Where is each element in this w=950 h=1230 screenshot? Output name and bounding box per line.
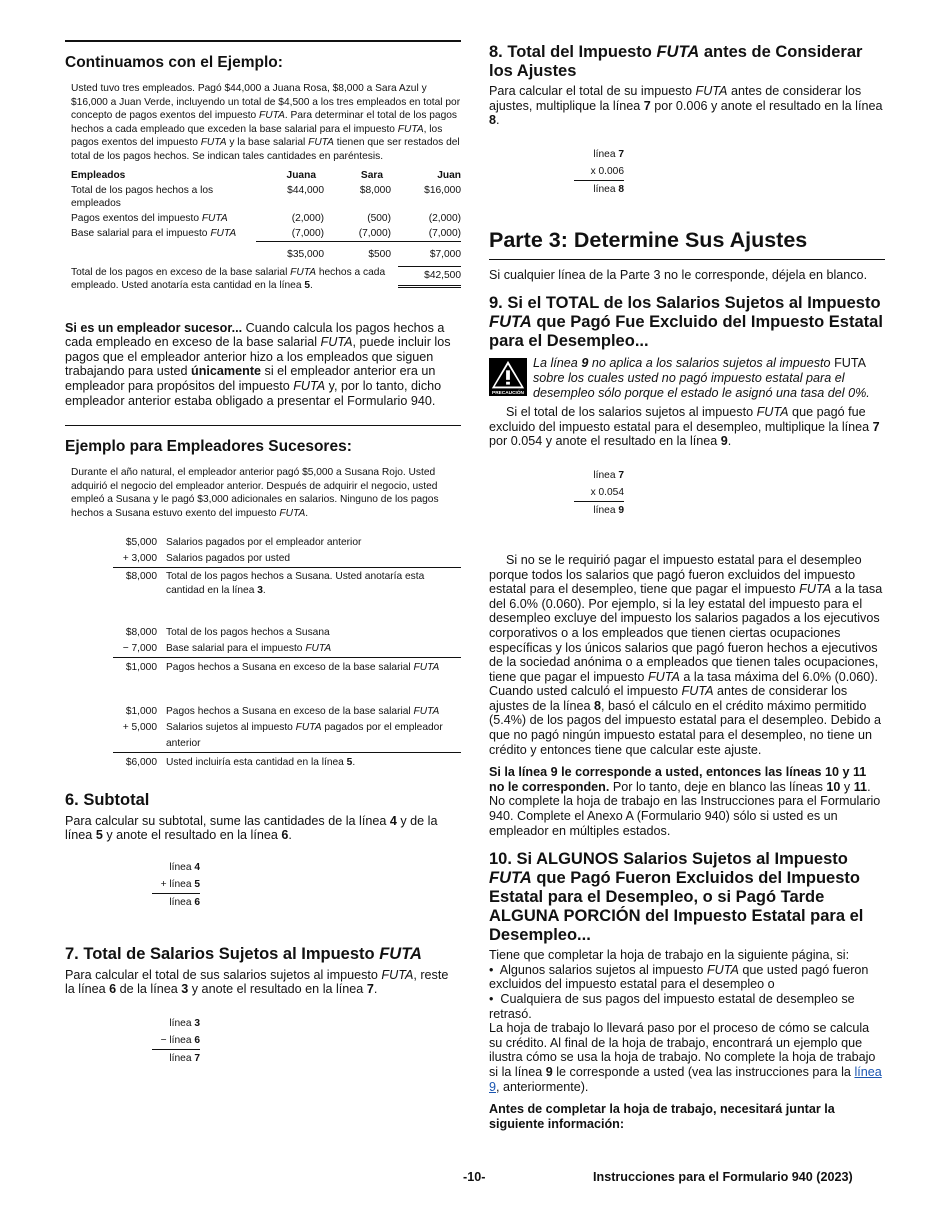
table-header: Juana (286, 169, 316, 181)
table-header: Empleados (71, 169, 126, 181)
calc-total-row: $8,000 Total de los pagos hechos a Susana. Usted anotaría esta cantidad en la línea 3. (113, 567, 461, 598)
table-row (71, 183, 461, 211)
sucesor-paragraph: Si es un empleador sucesor... Cuando calcula los pagos hechos a cada empleado en exceso de la base salarial FUTA, puede incluir los pagos que el empleador anterior hizo a los empleados que siguen trabajando para usted únicamente si el empleador anterior era un empleador para propósitos del impuesto FUTA y, por lo tanto, dicho empleador anterior estaba obligado a presentar el Formulario 940. (65, 320, 451, 408)
footer-title: Instrucciones para el Formulario 940 (2023) (593, 1170, 853, 1184)
table-header: Juan (437, 169, 461, 181)
example-box (65, 82, 461, 293)
section-9-heading: 9. Si el TOTAL de los Salarios Sujetos al Impuesto FUTA que Pagó Fue Excluido del Impuesto Estatal para el Desempleo... (489, 294, 883, 351)
section-6-text: Para calcular su subtotal, sume las cantidades de la línea 4 y de la línea 5 y anote el resultado en la línea 6. (65, 813, 438, 843)
table-header: Sara (360, 169, 383, 181)
example-heading: Continuamos con el Ejemplo: (65, 54, 283, 71)
table-row (71, 226, 461, 242)
line-label: línea 9 (574, 501, 624, 519)
table-cell: (7,000) (428, 227, 461, 239)
section-9-lines (574, 467, 624, 519)
section-10-paragraph: La hoja de trabajo lo llevará paso por el proceso de cómo se calcula su crédito. Al final de la hoja de trabajo, encontrará un ejemplo que ilustra cómo se usa la hoja de trabajo. No complete la hoja de trabajo si la línea 9 le corresponde a usted (vea las instrucciones para la línea 9, anteriormente). (489, 1021, 882, 1094)
caution-text: La línea 9 no aplica a los salarios sujetos al impuesto FUTA sobre los cuales usted no pagó impuesto estatal para el desempleo sólo porque el estado le asignó una tasa del 0%. (533, 356, 870, 400)
row-label: Pagos exentos del impuesto FUTA (71, 212, 228, 224)
section-9-paragraph-3: Si la línea 9 le corresponde a usted, entonces las líneas 10 y 11 no le corresponden. Por lo tanto, deje en blanco las líneas 10 y 11. No complete la hoja de trabajo en las Instrucciones para el Formulario 940. Complete el Anexo A (Formulario 940) sólo si usted es un empleador en múltiples estados. (489, 765, 881, 838)
calc-row: + 3,000 Salarios pagados por usted (122, 552, 291, 564)
calc-group-1 (71, 535, 461, 598)
line-label: x 0.006 (590, 165, 624, 177)
line-9-link[interactable]: línea 9 (489, 1064, 882, 1094)
table-cell: (2,000) (428, 212, 461, 224)
section-7-heading: 7. Total de Salarios Sujetos al Impuesto FUTA (65, 944, 422, 963)
calc-row: $8,000 Total de los pagos hechos a Susana (125, 626, 330, 638)
section-10-heading: 10. Si ALGUNOS Salarios Sujetos al Impuesto FUTA que Pagó Fueron Excluidos del Impuesto Estatal para el Desempleo, o si Pagó Tarde ALGUNA PORCIÓN del Impuesto Estatal para el Desempleo... (489, 850, 864, 945)
total-label: Total de los pagos en exceso de la base salarial FUTA hechos a cada empleado. Usted anotaría esta cantidad en la línea 5. (71, 266, 386, 291)
line-label: línea 8 (574, 180, 624, 198)
section-divider (65, 425, 461, 426)
part-3-heading: Parte 3: Determine Sus Ajustes (489, 228, 885, 260)
section-7-lines (152, 1015, 200, 1067)
calc-row: $5,000 Salarios pagados por el empleador anterior (125, 536, 362, 548)
line-label: línea 3 (169, 1017, 200, 1029)
example-intro: Usted tuvo tres empleados. Pagó $44,000 a Juana Rosa, $8,000 a Sara Azul y $16,000 a Juan Verde, incluyendo un total de $4,500 a los tres empleados en total por concepto de pagos exentos del impuesto FUTA. Para determinar el total de los pagos hechos a cada empleado que exceden la base salarial para el impuesto FUTA, los pagos exentos del impuesto FUTA y la base salarial FUTA tienen que ser restados del total de los pagos hechos. Se indican tales cantidades en paréntesis. (71, 83, 461, 162)
row-label: Base salarial para el impuesto FUTA (71, 227, 237, 239)
section-8-text: Para calcular el total de su impuesto FUTA antes de considerar los ajustes, multiplique la línea 7 por 0.006 y anote el resultado en la línea 8. (489, 84, 883, 128)
table-cell: $500 (324, 241, 391, 262)
warning-triangle-icon (489, 358, 527, 396)
row-label: Total de los pagos hechos a los empleados (71, 184, 214, 209)
example-intro: Durante el año natural, el empleador anterior pagó $5,000 a Susana Rojo. Usted adquirió el negocio del empleador anterior. Después de adquirir el negocio, usted empleó a Susana y le pagó $3,000 adicionales en salarios. Ninguno de los pagos hechos a Susana estuvo exento del impuesto FUTA. (71, 467, 439, 519)
left-column (65, 40, 461, 1067)
calc-total-row: $6,000 Usted incluiría esta cantidad en la línea 5. (113, 752, 461, 771)
line-label: línea 7 (593, 469, 624, 481)
bullet-item: • Cualquiera de sus pagos del impuesto estatal de desempleo se retrasó. (489, 992, 855, 1021)
table-row (71, 211, 461, 226)
bullet-item: • Algunos salarios sujetos al impuesto FUTA que usted pagó fueron excluidos del impuesto estatal para el desempleo o (489, 962, 869, 992)
line-label: línea 7 (593, 148, 624, 160)
section-10-final: Antes de completar la hoja de trabajo, necesitará juntar la siguiente información: (489, 1102, 835, 1131)
line-label: + línea 5 (160, 878, 200, 890)
table-cell: $8,000 (359, 184, 391, 196)
line-label: línea 6 (152, 893, 200, 911)
section-8-lines (574, 146, 624, 198)
line-label: línea 4 (169, 861, 200, 873)
table-header-row (71, 168, 461, 183)
section-7-text: Para calcular el total de sus salarios sujetos al impuesto FUTA, reste la línea 6 de la línea 3 y anote el resultado en la línea 7. (65, 967, 449, 997)
part-3-text: Si cualquier línea de la Parte 3 no le corresponde, déjela en blanco. (489, 267, 868, 282)
table-total-row (71, 262, 461, 293)
table-cell: (7,000) (291, 227, 324, 239)
right-column (489, 43, 885, 1131)
section-8-heading: 8. Total del Impuesto FUTA antes de Considerar los Ajustes (489, 43, 863, 80)
total-value: $42,500 (391, 262, 461, 293)
calc-row: $1,000 Pagos hechos a Susana en exceso de la base salarial FUTA (125, 705, 440, 717)
line-label: línea 7 (152, 1049, 200, 1067)
section-9-paragraph-1: Si el total de los salarios sujetos al impuesto FUTA que pagó fue excluido del impuesto estatal para el desempleo, multiplique la línea 7 por 0.054 y anote el resultado en la línea 9. (489, 405, 880, 449)
table-cell: $7,000 (391, 241, 461, 262)
calc-row: − 7,000 Base salarial para el impuesto FUTA (122, 642, 332, 654)
section-6-heading: 6. Subtotal (65, 790, 150, 809)
wages-table (71, 168, 461, 293)
table-row (71, 241, 461, 262)
example-heading: Ejemplo para Empleadores Sucesores: (65, 438, 352, 456)
section-divider (65, 40, 461, 42)
calc-group-2 (71, 625, 461, 676)
caution-label: PRECAUCIÓN (492, 391, 524, 397)
table-cell: $44,000 (287, 184, 324, 196)
calc-group-3 (71, 704, 461, 771)
table-cell: $35,000 (256, 241, 324, 262)
section-9-paragraph-2: Si no se le requirió pagar el impuesto estatal para el desempleo porque todos los salarios que pagó fueron excluidos del impuesto estatal para el desempleo, tiene que pagar el impuesto FUTA a la tasa del 6.0% (0.060). Por ejemplo, si la ley estatal del impuesto para el desempleo excluye del impuesto los salarios pagados a los ejecutivos corporativos o a los empleados que tienen ciertas ocupaciones específicas y los únicos salarios que pagó fueron hechos a ejecutivos de la sociedad anónima o a empleados que tienen tales ocupaciones, tiene que pagar el impuesto FUTA a la tasa máxima del 6.0% (0.060). Cuando usted calculó el impuesto FUTA antes de considerar los ajustes de la línea 8, basó el cálculo en el crédito máximo permitido (5.4%) de los pagos del impuesto estatal para el desempleo. Debido a que no pagó ningún impuesto estatal para el desempleo, no tiene un crédito y entonces tiene que calcular este ajuste. (489, 552, 883, 757)
table-cell: $16,000 (424, 184, 461, 196)
successor-example-box (65, 466, 461, 770)
line-label: x 0.054 (590, 486, 624, 498)
calc-total-row: $1,000 Pagos hechos a Susana en exceso de la base salarial FUTA (113, 657, 461, 676)
calc-row: + 5,000 Salarios sujetos al impuesto FUTA pagados por el empleador anterior (122, 721, 443, 749)
table-cell: (7,000) (358, 227, 391, 239)
line-label: − línea 6 (160, 1034, 200, 1046)
section-6-lines (152, 859, 200, 911)
page-number: -10- (463, 1170, 486, 1184)
caution-note (489, 356, 885, 400)
section-10-intro: Tiene que completar la hoja de trabajo en la siguiente página, si: (489, 948, 850, 963)
table-cell: (2,000) (291, 212, 324, 224)
table-cell: (500) (367, 212, 391, 224)
